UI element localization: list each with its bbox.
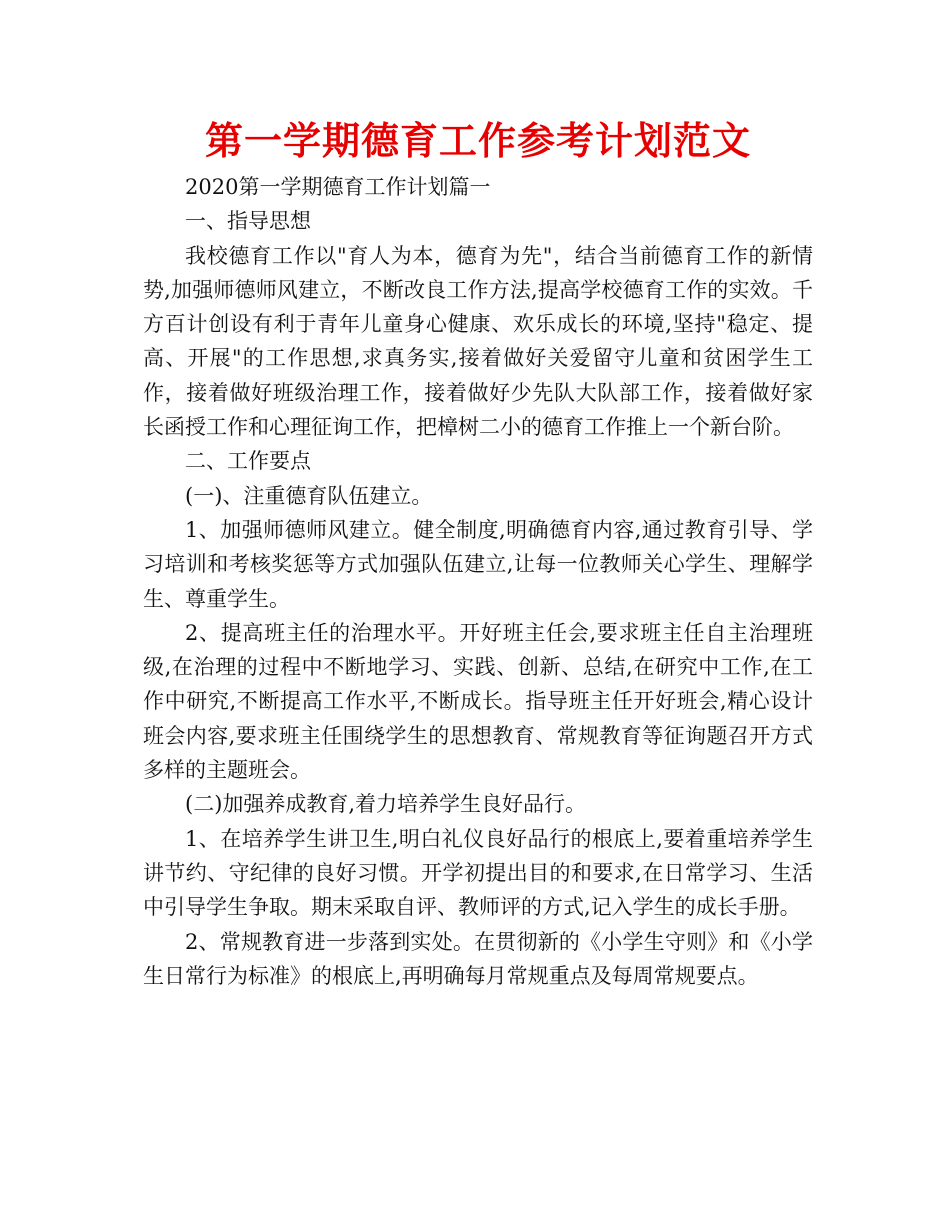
paragraph: 1、加强师德师风建立。健全制度,明确德育内容,通过教育引导、学习培训和考核奖惩等方式加强队伍建立,让每一位教师关心学生、理解学生、尊重学生。 — [143, 517, 813, 611]
paragraph: 我校德育工作以"育人为本，德育为先"，结合当前德育工作的新情势,加强师德师风建立，不断改良工作方法,提高学校德育工作的实效。千方百计创设有利于青年儿童身心健康、欢乐成长的环境,坚持"稳定、提高、开展"的工作思想,求真务实,接着做好关爱留守儿童和贫困学生工作，接着做好班级治理工作，接着做好少先队大队部工作，接着做好家长函授工作和心理征询工作，把樟树二小的德育工作推上一个新台阶。 — [143, 243, 813, 440]
subsection-heading: (二)加强养成教育,着力培养学生良好品行。 — [185, 792, 587, 817]
document-body — [143, 170, 813, 993]
section-heading-work-points: 二、工作要点 — [185, 449, 311, 474]
paragraph: 2、常规教育进一步落到实处。在贯彻新的《小学生守则》和《小学生日常行为标准》的根底上,再明确每月常规重点及每周常规要点。 — [143, 929, 813, 988]
document-title: 第一学期德育工作参考计划范文 — [204, 119, 751, 163]
section-heading-guiding-thought: 一、指导思想 — [185, 209, 311, 234]
subsection-heading: (一)、注重德育队伍建立。 — [185, 483, 433, 508]
paragraph: 2、提高班主任的治理水平。开好班主任会,要求班主任自主治理班级,在治理的过程中不断地学习、实践、创新、总结,在研究中工作,在工作中研究,不断提高工作水平,不断成长。指导班主任开好班会,精心设计班会内容,要求班主任围绕学生的思想教育、常规教育等征询题召开方式多样的主题班会。 — [143, 620, 813, 783]
subtitle-paragraph: 2020第一学期德育工作计划篇一 — [185, 175, 491, 199]
paragraph: 1、在培养学生讲卫生,明白礼仪良好品行的根底上,要着重培养学生讲节约、守纪律的良好习惯。开学初提出目的和要求,在日常学习、生活中引导学生争取。期末采取自评、教师评的方式,记入学生的成长手册。 — [143, 826, 813, 920]
document-page — [143, 112, 813, 993]
